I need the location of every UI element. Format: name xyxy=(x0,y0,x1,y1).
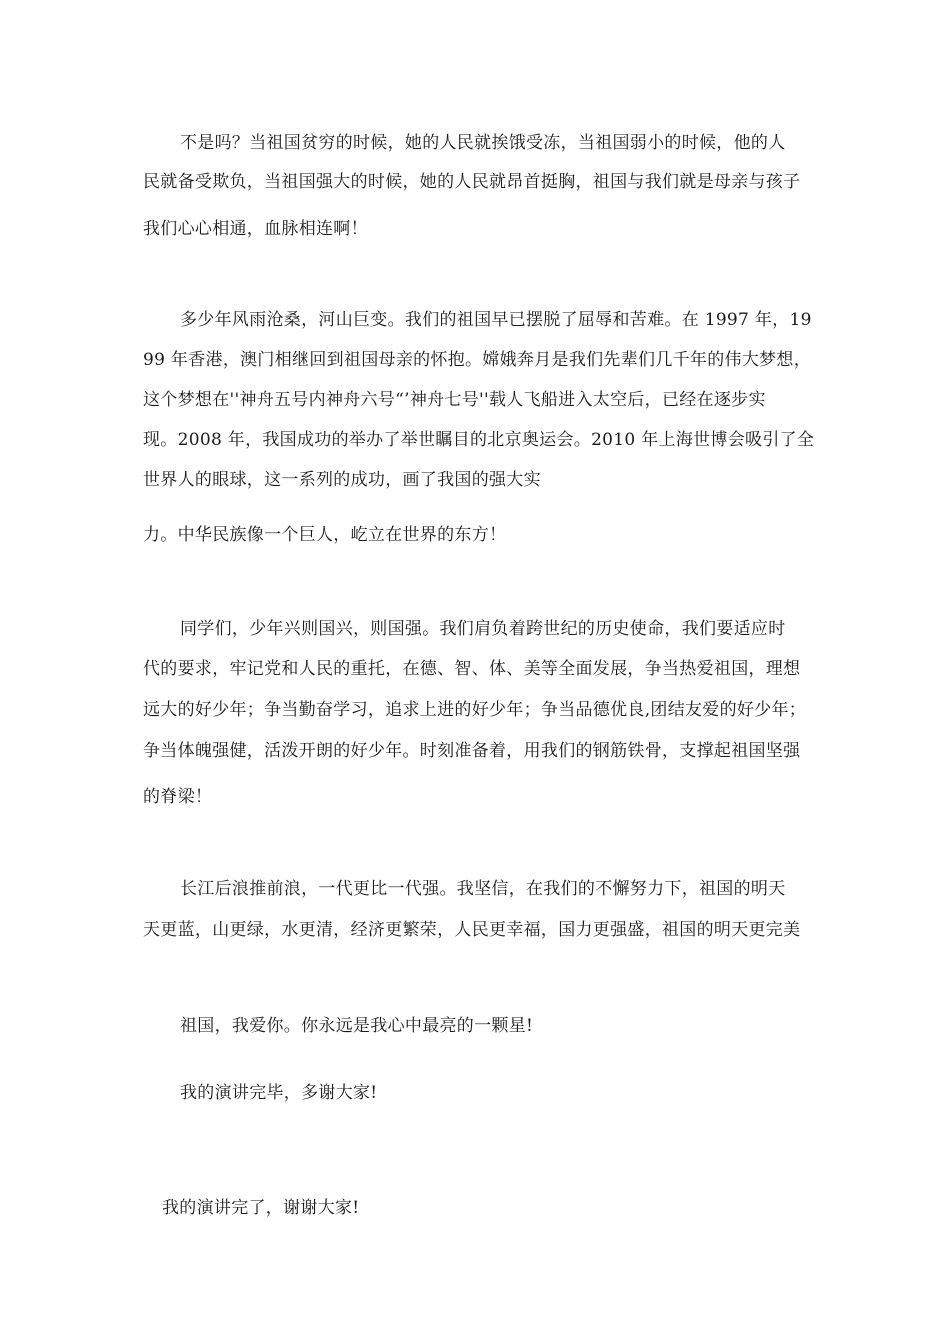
paragraph-4-line-1: 长江后浪推前浪，一代更比一代强。我坚信，在我们的不懈努力下，祖国的明天 xyxy=(180,879,786,899)
paragraph-2-line-4: 现。2008 年，我国成功的举办了举世瞩目的北京奥运会。2010 年上海世博会吸引了全 xyxy=(143,430,815,450)
paragraph-2-line-5: 世界人的眼球，这一系列的成功，画了我国的强大实 xyxy=(143,470,541,490)
paragraph-3-line-5: 的脊梁！ xyxy=(143,787,213,807)
paragraph-6-line-1: 我的演讲完毕，多谢大家! xyxy=(180,1083,378,1103)
paragraph-2-line-6: 力。中华民族像一个巨人，屹立在世界的东方！ xyxy=(143,525,507,545)
closing-line: 我的演讲完了，谢谢大家! xyxy=(162,1198,360,1218)
paragraph-2-line-3: 这个梦想在''神舟五号内神舟六号“’神舟七号''载人飞船进入太空后，已经在逐步实 xyxy=(143,390,766,410)
paragraph-3-line-4: 争当体魄强健，活泼开朗的好少年。时刻准备着，用我们的钢筋铁骨，支撑起祖国坚强 xyxy=(143,741,801,761)
paragraph-3-line-3: 远大的好少年；争当勤奋学习，追求上进的好少年；争当品德优良,团结友爱的好少年； xyxy=(143,700,807,720)
paragraph-5-line-1: 祖国，我爱你。你永远是我心中最亮的一颗星! xyxy=(180,1016,534,1036)
paragraph-1-line-3: 我们心心相通，血脉相连啊！ xyxy=(143,219,368,239)
paragraph-3-line-2: 代的要求，牢记党和人民的重托，在德、智、体、美等全面发展，争当热爱祖国，理想 xyxy=(143,659,801,679)
paragraph-3-line-1: 同学们，少年兴则国兴，则国强。我们肩负着跨世纪的历史使命，我们要适应时 xyxy=(180,619,786,639)
paragraph-4-line-2: 天更蓝，山更绿，水更清，经济更繁荣，人民更幸福，国力更强盛，祖国的明天更完美 xyxy=(143,920,801,940)
paragraph-2-line-1: 多少年风雨沧桑，河山巨变。我们的祖国早已摆脱了屈辱和苦难。在 1997 年，19 xyxy=(180,310,812,330)
paragraph-1-line-1: 不是吗？当祖国贫穷的时候，她的人民就挨饿受冻，当祖国弱小的时候，他的人 xyxy=(180,133,786,153)
paragraph-2-line-2: 99 年香港，澳门相继回到祖国母亲的怀抱。嫦娥奔月是我们先辈们几千年的伟大梦想， xyxy=(143,350,812,370)
paragraph-1-line-2: 民就备受欺负，当祖国强大的时候，她的人民就昂首挺胸，祖国与我们就是母亲与孩子 xyxy=(143,172,801,192)
